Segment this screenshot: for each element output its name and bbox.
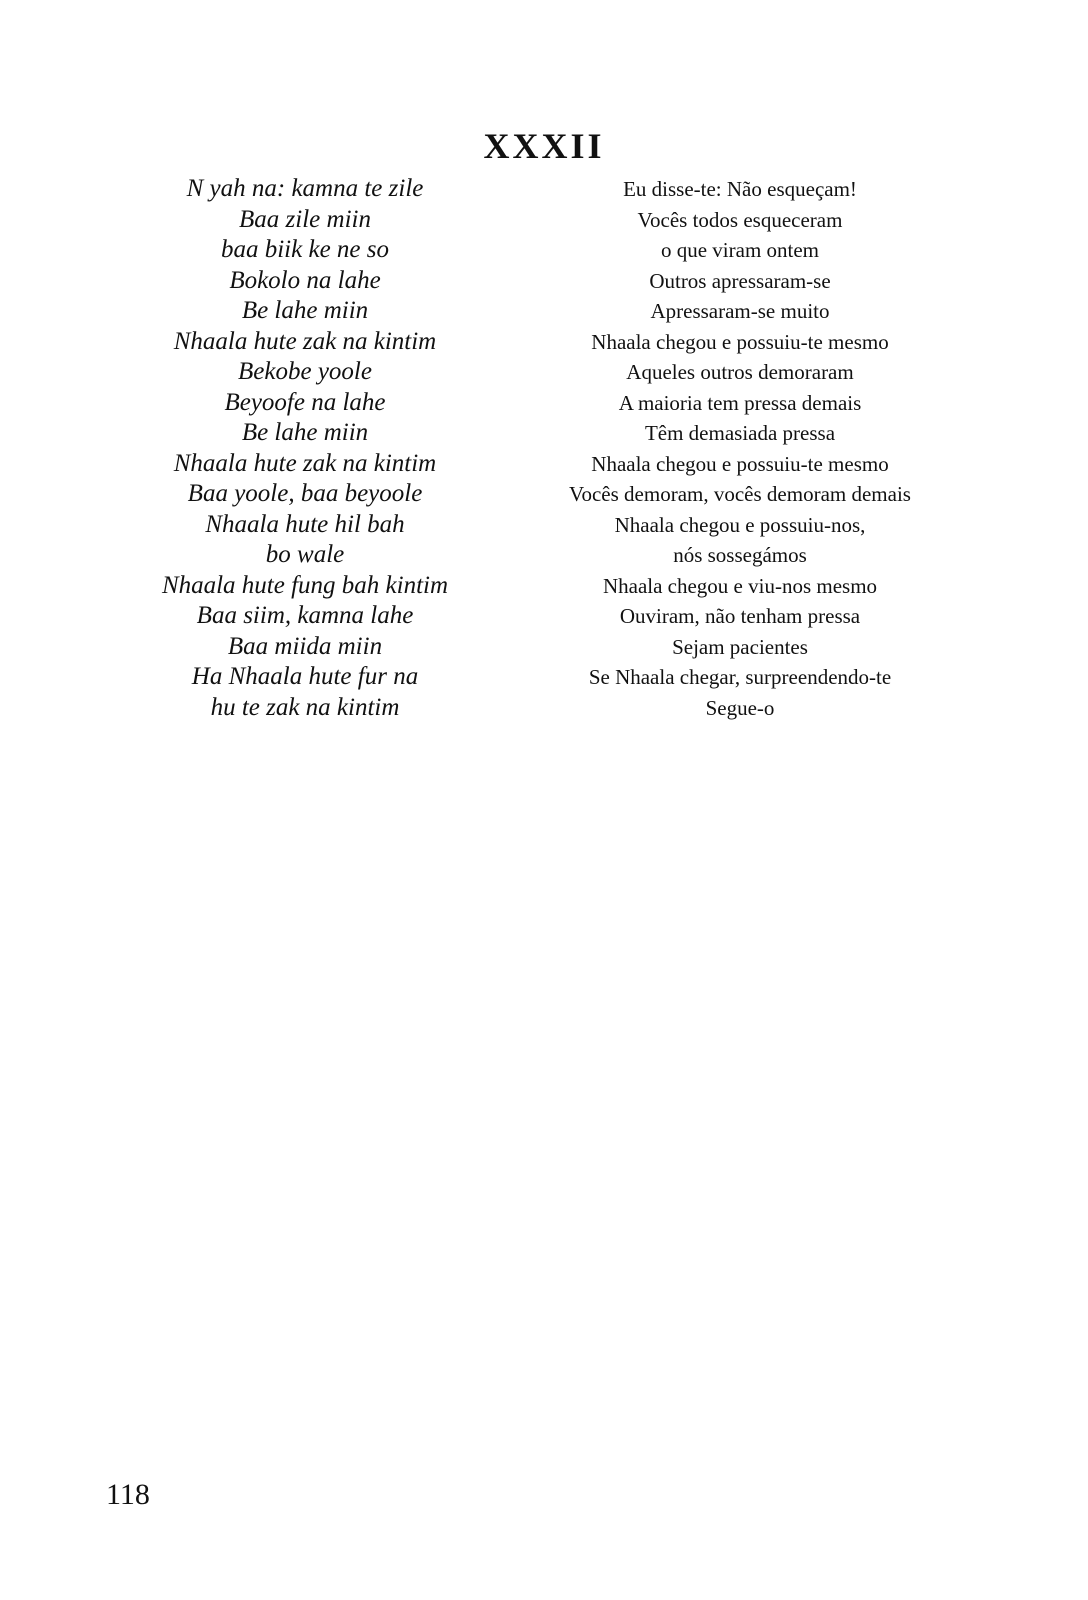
translation-line: Ouviram, não tenham pressa [619, 604, 861, 628]
page-number: 118 [106, 1478, 150, 1511]
original-line: Beyoofe na lahe [224, 388, 386, 416]
original-line: Bokolo na lahe [229, 266, 381, 294]
original-line: Ha Nhaala hute fur na [191, 663, 419, 690]
original-line: Baa miida miin [227, 632, 383, 660]
original-line: Nhaala hute fung bah kintim [161, 571, 449, 599]
original-line: Nhaala hute zak na kintim [173, 449, 437, 477]
original-line: bo wale [265, 541, 345, 568]
original-line: hu te zak na kintim [210, 693, 400, 721]
translation-line: Nhaala chegou e viu-nos mesmo [602, 573, 878, 598]
translation-line: Segue-o [705, 695, 775, 720]
translation-line: Têm demasiada pressa [644, 421, 836, 445]
translation-line: Aqueles outros demoraram [626, 360, 854, 384]
translation-line: o que viram ontem [660, 238, 820, 262]
original-line: Baa zile miin [239, 205, 371, 233]
translation-line: Eu disse-te: Não esqueçam! [623, 177, 857, 201]
original-line: Bekobe yoole [238, 358, 372, 385]
original-line: Be lahe miin [241, 297, 369, 324]
translation-line: Nhaala chegou e possuiu-nos, [614, 512, 866, 537]
original-line: Nhaala hute hil bah [205, 510, 405, 538]
original-line: N yah na: kamna te zile [186, 175, 424, 202]
poem-title: XXXII [483, 126, 605, 166]
translation-line: nós sossegámos [673, 543, 807, 567]
translation-line: Outros apressaram-se [649, 268, 831, 293]
translation-line: A maioria tem pressa demais [618, 390, 862, 415]
translation-line: Apressaram-se muito [650, 299, 830, 323]
original-verse-column [130, 174, 480, 723]
translation-line: Sejam pacientes [672, 634, 808, 659]
original-line: Baa yoole, baa beyoole [187, 480, 423, 507]
translation-line: Se Nhaala chegar, surpreendendo-te [588, 665, 892, 689]
translation-verse-column [520, 174, 960, 723]
original-line: Baa siim, kamna lahe [196, 602, 414, 629]
translation-line: Nhaala chegou e possuiu-te mesmo [591, 451, 889, 476]
translation-line: Nhaala chegou e possuiu-te mesmo [591, 329, 889, 354]
translation-line: Vocês todos esqueceram [637, 207, 843, 232]
original-line: Nhaala hute zak na kintim [173, 327, 437, 355]
original-line: baa biik ke ne so [220, 236, 389, 263]
translation-line: Vocês demoram, vocês demoram demais [569, 482, 911, 506]
original-line: Be lahe miin [241, 419, 369, 446]
